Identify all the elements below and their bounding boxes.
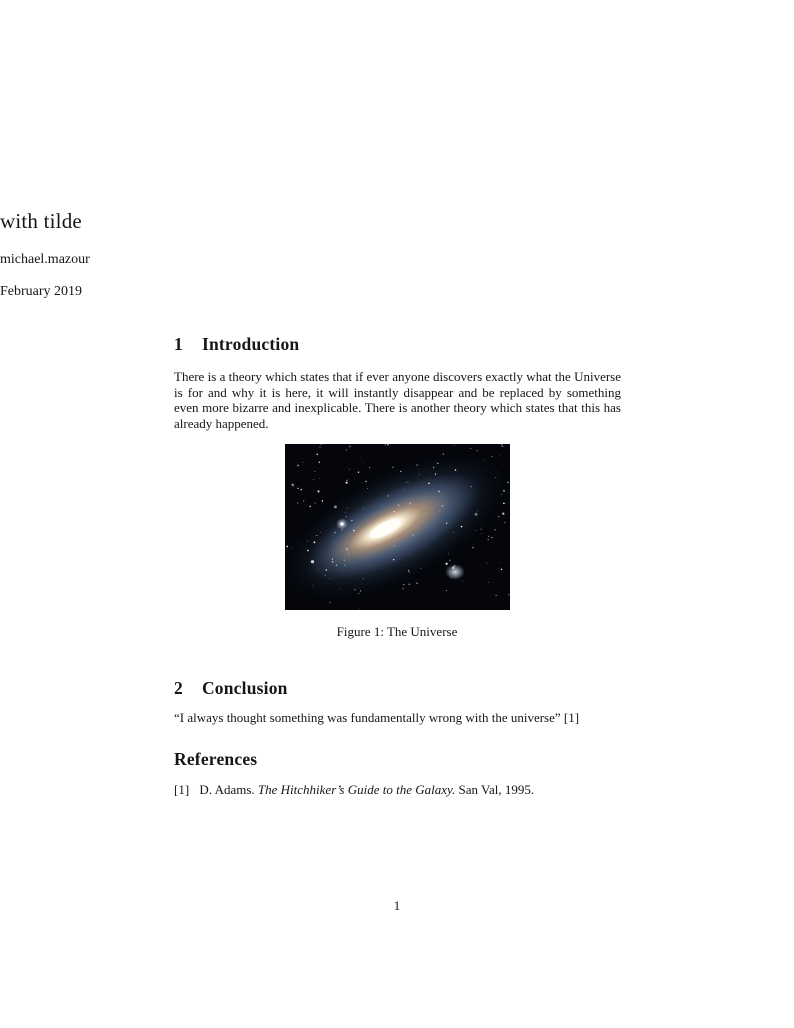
reference-publisher: San Val, 1995.: [458, 782, 535, 797]
date-line: February 2019: [0, 284, 83, 299]
references-heading: References: [174, 749, 258, 769]
section-heading-introduction: [174, 334, 621, 355]
page-title: with tilde: [0, 209, 82, 233]
reference-title: The Hitchhiker’s Guide to the Galaxy.: [257, 782, 456, 797]
galaxy-image: [285, 444, 510, 610]
section-number: 2: [174, 678, 183, 698]
bright-star-core: [340, 522, 343, 525]
section-heading-conclusion: [174, 678, 621, 699]
section-number: 1: [174, 334, 183, 354]
section-title: Conclusion: [201, 678, 288, 698]
figure-caption: Figure 1: The Universe: [336, 624, 458, 639]
author-name: michael.mazour: [0, 252, 90, 267]
introduction-paragraph: There is a theory which states that if ever anyone discovers exactly what the Universe is for and why it is here, it will instantly disappear and be replaced by something even more bizarre and inexplicable. There is another theory which states that this has already happened.: [174, 369, 621, 431]
reference-authors: D. Adams.: [199, 782, 255, 797]
conclusion-paragraph: “I always thought something was fundamentally wrong with the universe” [1]: [174, 710, 580, 725]
page-number: 1: [393, 898, 401, 913]
section-title: Introduction: [201, 334, 300, 354]
figure-image-universe: [285, 444, 510, 610]
reference-entry: [174, 782, 634, 798]
reference-label: [1]: [174, 782, 190, 797]
